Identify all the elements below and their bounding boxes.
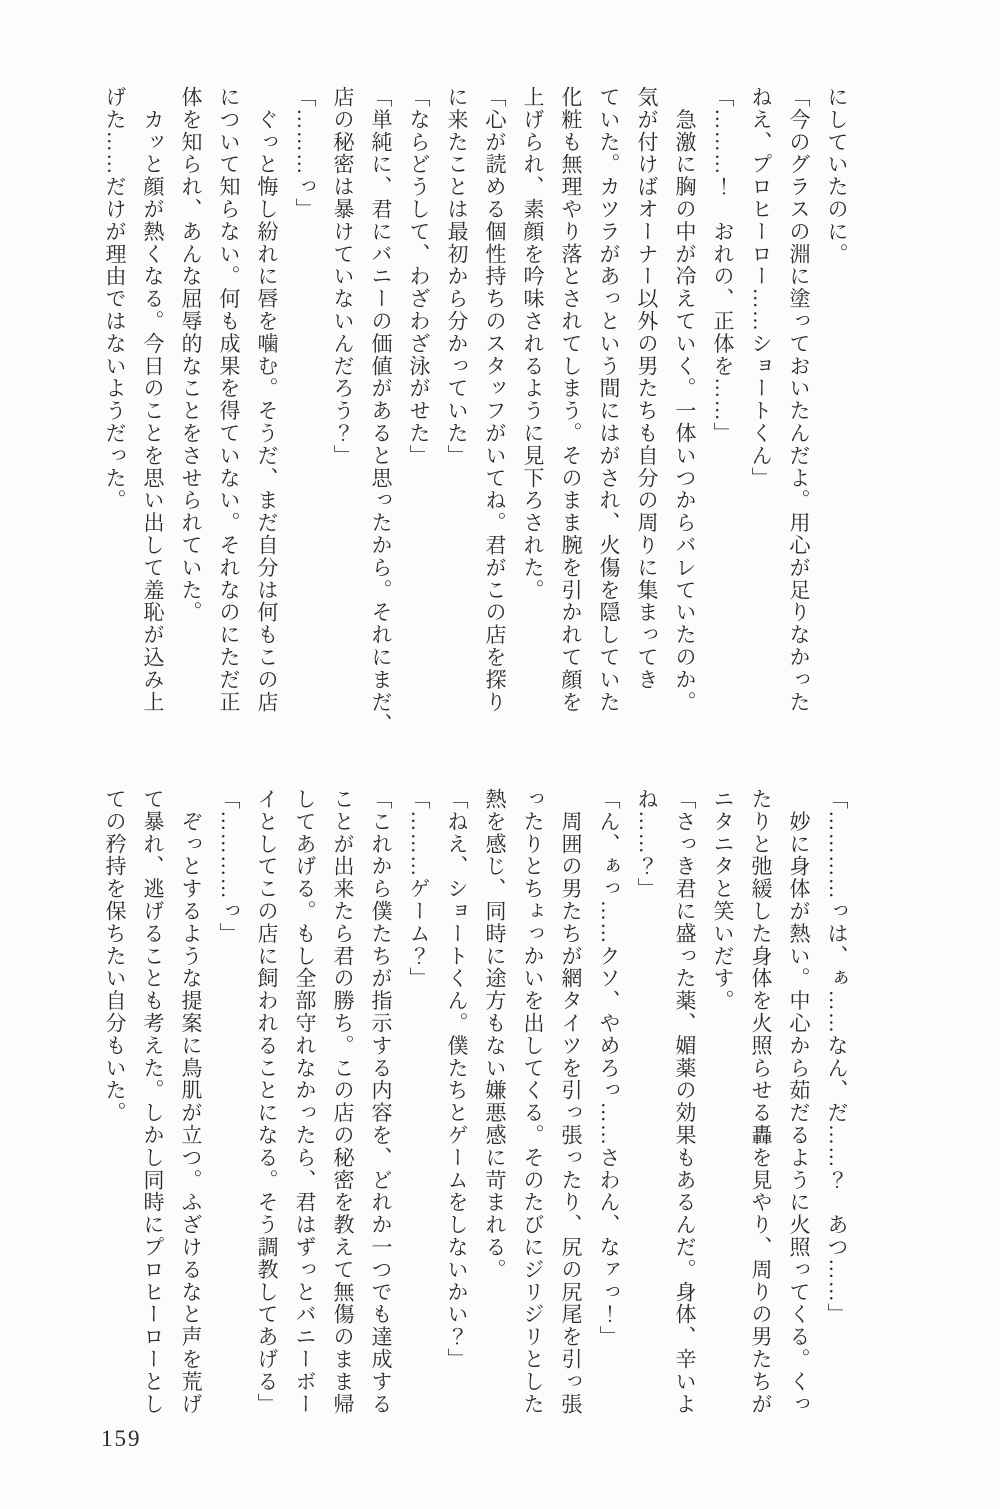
text-line: 熱を感じ、同時に途方もない嫌悪感に苛まれる。 bbox=[483, 788, 507, 1281]
text-line: 「………っ」 bbox=[293, 86, 317, 221]
text-line: 急激に胸の中が冷えていく。一体いつからバレていたのか。 bbox=[673, 86, 697, 714]
text-line: 店の秘密は暴けていないんだろう？」 bbox=[331, 86, 355, 467]
text-line: にしていたのに。 bbox=[825, 86, 849, 266]
text-line: 上げられ、素顔を吟味されるように見下ろされた。 bbox=[521, 86, 545, 602]
text-line: してあげる。もし全部守れなかったら、君はずっとバニーボー bbox=[293, 788, 317, 1416]
text-line: たりと弛緩した身体を火照らせる轟を見やり、周りの男たちが bbox=[749, 788, 773, 1416]
text-line: 「ならどうして、わざわざ泳がせた」 bbox=[407, 86, 431, 467]
page-number: 159 bbox=[101, 1426, 142, 1451]
text-line: ぞっとするような提案に鳥肌が立つ。ふざけるなと声を荒げ bbox=[179, 788, 203, 1416]
text-line: げた……だけが理由ではないようだった。 bbox=[103, 86, 127, 512]
text-line: ねえ、プロヒーロー……ショートくん」 bbox=[749, 86, 773, 490]
text-line: 「………ゲーム？」 bbox=[407, 788, 431, 990]
text-line: て暴れ、逃げることも考えた。しかし同時にプロヒーローとし bbox=[141, 788, 165, 1416]
text-line: 化粧も無理やり落とされてしまう。そのまま腕を引かれて顔を bbox=[559, 86, 583, 714]
text-line: について知らない。何も成果を得ていない。それなのにただ正 bbox=[217, 86, 241, 714]
text-line: 気が付けばオーナー以外の男たちも自分の周りに集まってき bbox=[635, 86, 659, 691]
text-line: ていた。カツラがあっという間にはがされ、火傷を隠していた bbox=[597, 86, 621, 714]
text-block-top bbox=[96, 86, 856, 734]
text-line: 「…………っ」 bbox=[217, 788, 241, 945]
text-line: ね……？」 bbox=[635, 788, 659, 900]
text-line: カッと顔が熱くなる。今日のことを思い出して羞恥が込み上 bbox=[141, 86, 165, 714]
text-line: 周囲の男たちが網タイツを引っ張ったり、尻の尻尾を引っ張 bbox=[559, 788, 583, 1416]
text-line: 「今のグラスの淵に塗っておいたんだよ。用心が足りなかった bbox=[787, 86, 811, 714]
text-line: 妙に身体が熱い。中心から茹だるように火照ってくる。くっ bbox=[787, 788, 811, 1416]
text-line: 「………！ おれの、正体を……」 bbox=[711, 86, 735, 445]
text-line: ことが出来たら君の勝ち。この店の秘密を教えて無傷のまま帰 bbox=[331, 788, 355, 1416]
text-line: 体を知られ、あんな屈辱的なことをさせられていた。 bbox=[179, 86, 203, 624]
text-line: ての矜持を保ちたい自分もいた。 bbox=[103, 788, 127, 1124]
text-line: 「ん、ぁっ……クソ、やめろっ……さわん、なァっ！」 bbox=[597, 788, 621, 1348]
text-line: 「…………っは、ぁ……なん、だ……？ あつ……」 bbox=[825, 788, 849, 1326]
text-line: 「ねえ、ショートくん。僕たちとゲームをしないかい？」 bbox=[445, 788, 469, 1371]
text-line: 「心が読める個性持ちのスタッフがいてね。君がこの店を探り bbox=[483, 86, 507, 714]
text-line: ぐっと悔し紛れに唇を噛む。そうだ、まだ自分は何もこの店 bbox=[255, 86, 279, 714]
text-line: ったりとちょっかいを出してくる。そのたびにジリジリとした bbox=[521, 788, 545, 1416]
text-line: 「単純に、君にバニーの価値があると思ったから。それにまだ、 bbox=[369, 86, 393, 736]
text-line: に来たことは最初から分かっていた」 bbox=[445, 86, 469, 467]
text-line: イとしてこの店に飼われることになる。そう調教してあげる」 bbox=[255, 788, 279, 1416]
text-block-bottom bbox=[96, 788, 856, 1436]
text-line: 「これから僕たちが指示する内容を、どれか一つでも達成する bbox=[369, 788, 393, 1416]
text-line: 「さっき君に盛った薬、媚薬の効果もあるんだ。身体、辛いよ bbox=[673, 788, 697, 1416]
text-line: ニタニタと笑いだす。 bbox=[711, 788, 735, 1012]
